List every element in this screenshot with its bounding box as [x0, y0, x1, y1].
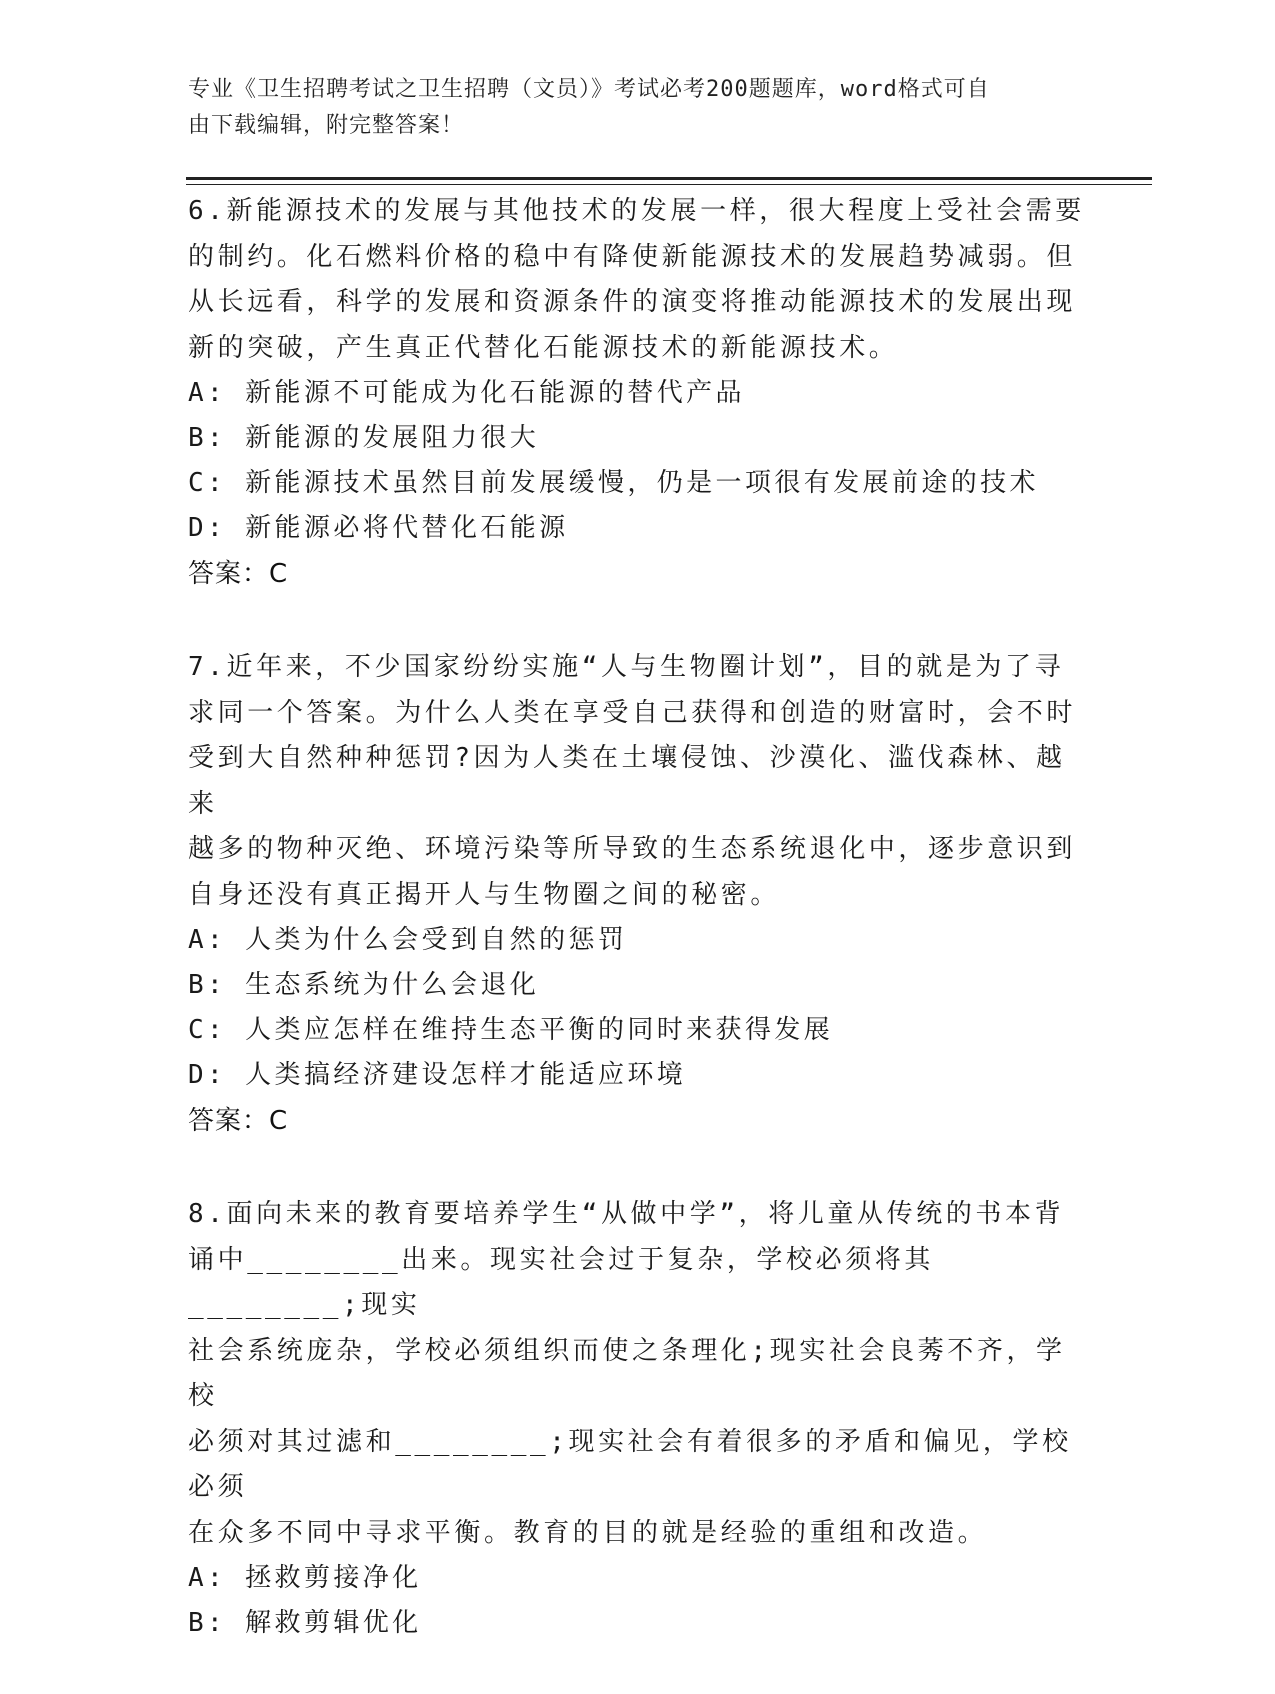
- question-7: [188, 645, 1088, 1144]
- option-a: A: 拯救剪接净化: [188, 1563, 422, 1593]
- question-6: [188, 189, 1088, 597]
- option-c: C: 新能源技术虽然目前发展缓慢，仍是一项很有发展前途的技术: [188, 468, 1039, 498]
- option-c: C: 人类应怎样在维持生态平衡的同时来获得发展: [188, 1015, 834, 1045]
- option-b: B: 生态系统为什么会退化: [188, 970, 540, 1000]
- question-stem: 6.新能源技术的发展与其他技术的发展一样，很大程度上受社会需要 的制约。化石燃料价格的稳中有降使新能源技术的发展趋势减弱。但 从长远看，科学的发展和资源条件的演变将推动能源技术的发展出现 新的突破，产生真正代替化石能源技术的新能源技术。: [188, 196, 1085, 363]
- question-list: [188, 189, 1088, 1694]
- option-list: [188, 371, 1088, 551]
- option-a: A: 人类为什么会受到自然的惩罚: [188, 925, 628, 955]
- header-rule-thick: [186, 177, 1152, 180]
- option-list: [188, 1556, 1088, 1646]
- option-d: D: 人类搞经济建设怎样才能适应环境: [188, 1060, 687, 1090]
- option-a: A: 新能源不可能成为化石能源的替代产品: [188, 378, 745, 408]
- answer-label: 答案：C: [188, 559, 289, 589]
- question-stem: 8.面向未来的教育要培养学生“从做中学”，将儿童从传统的书本背 诵中________出来。现实社会过于复杂，学校必须将其________;现实 社会系统庞杂，学校必须组织而使之条理化;现实社会良莠不齐，学校 必须对其过滤和________;现实社会有着很多的矛盾和偏见，学校必须 在众多不同中寻求平衡。教育的目的就是经验的重组和改造。: [188, 1199, 1072, 1548]
- document-header: [188, 72, 1068, 144]
- option-d: D: 新能源必将代替化石能源: [188, 513, 569, 543]
- option-list: [188, 918, 1088, 1098]
- header-title-line-1: 专业《卫生招聘考试之卫生招聘（文员）》考试必考200题题库，word格式可自: [188, 77, 990, 102]
- option-b: B: 解救剪辑优化: [188, 1608, 422, 1638]
- header-rule-thin: [186, 184, 1152, 185]
- option-b: B: 新能源的发展阻力很大: [188, 423, 540, 453]
- question-8: [188, 1192, 1088, 1646]
- answer-label: 答案：C: [188, 1106, 289, 1136]
- question-stem: 7.近年来，不少国家纷纷实施“人与生物圈计划”，目的就是为了寻 求同一个答案。为什么人类在享受自己获得和创造的财富时，会不时 受到大自然种种惩罚?因为人类在土壤侵蚀、沙漠化、滥伐森林、越来 越多的物种灭绝、环境污染等所导致的生态系统退化中，逐步意识到 自身还没有真正揭开人与生物圈之间的秘密。: [188, 652, 1077, 910]
- header-title-line-2: 由下载编辑，附完整答案！: [188, 113, 465, 138]
